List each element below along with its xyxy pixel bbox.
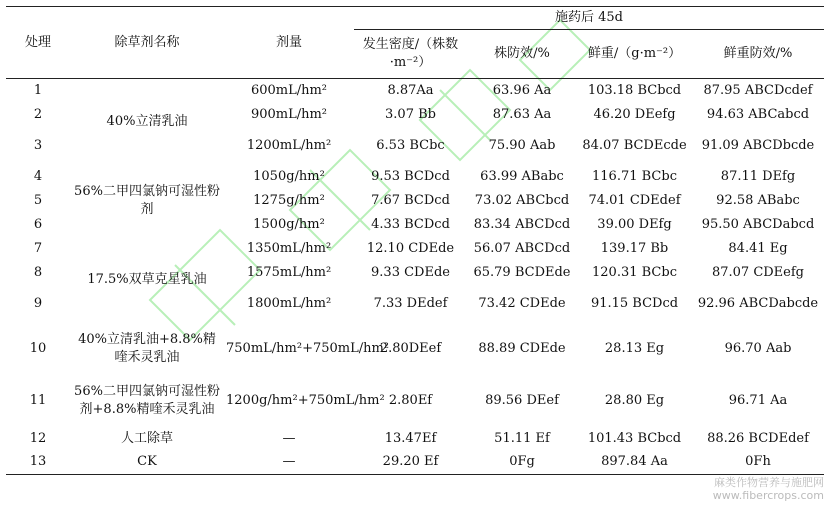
cell-treatment-id: 8 (33, 264, 43, 280)
cell-fresh-weight: 74.01 CDEdef (588, 192, 681, 208)
footer-watermark (713, 476, 824, 502)
cell-herbicide-name: 人工除草 (120, 430, 173, 446)
cell-fresh-weight: 28.80 Eg (604, 392, 665, 408)
cell-treatment-id: 9 (33, 295, 43, 311)
cell-dose: 1350mL/hm² (246, 240, 332, 256)
footer-watermark-line1: 麻类作物营养与施肥网 (714, 475, 824, 489)
table-row (6, 237, 824, 261)
header-dose: 剂量 (224, 7, 354, 79)
cell-treatment-id: 3 (33, 137, 43, 153)
cell-plant-control: 63.96 Aa (492, 82, 552, 98)
table-row (6, 79, 824, 103)
header-period: 施药后 45d (354, 7, 824, 30)
cell-dose: 1275g/hm² (253, 192, 325, 208)
cell-density: 4.33 BCDcd (371, 216, 450, 232)
cell-fresh-weight: 28.13 Eg (604, 340, 665, 356)
table-row (6, 165, 824, 189)
cell-weight-control: 95.50 ABCDabcd (701, 216, 815, 232)
cell-herbicide-name: 56%二甲四氯钠可湿性粉剂 (74, 183, 220, 217)
cell-dose: 1050g/hm² (253, 168, 325, 184)
cell-plant-control: 65.79 BCDEde (473, 264, 571, 280)
table-row (6, 427, 824, 451)
header-weight-control: 鲜重防效/% (692, 30, 824, 79)
table-body (6, 79, 824, 475)
cell-weight-control: 96.70 Aab (724, 340, 792, 356)
cell-herbicide-name: CK (70, 451, 224, 475)
cell-weight-control: 87.95 ABCDcdef (703, 82, 813, 98)
cell-herbicide-name: 40%立清乳油+8.8%精喹禾灵乳油 (78, 331, 216, 365)
cell-dose: 1800mL/hm² (246, 295, 332, 311)
cell-dose: — (282, 430, 296, 446)
cell-plant-control: 87.63 Aa (492, 106, 552, 122)
header-fresh-weight: 鲜重/（g·m⁻²） (577, 30, 692, 79)
cell-dose: 750mL/hm²+750mL/hm² (226, 340, 390, 356)
cell-treatment-id: 11 (29, 392, 47, 408)
cell-weight-control: 0Fh (692, 451, 824, 475)
cell-density: 9.53 BCDcd (371, 168, 450, 184)
cell-treatment-id: 6 (33, 216, 43, 232)
cell-herbicide-name: 40%立清乳油 (106, 113, 188, 129)
cell-weight-control: 96.71 Aa (728, 392, 788, 408)
table-row (6, 323, 824, 375)
cell-plant-control: 88.89 CDEde (478, 340, 566, 356)
cell-dose: 600mL/hm² (250, 82, 328, 98)
cell-density: 3.07 Bb (385, 106, 436, 122)
cell-treatment-id: 13 (6, 451, 70, 475)
cell-treatment-id: 10 (29, 340, 47, 356)
cell-weight-control: 87.07 CDEefg (711, 264, 805, 280)
cell-treatment-id: 4 (33, 168, 43, 184)
cell-dose: 1575mL/hm² (246, 264, 332, 280)
cell-dose: 1500g/hm² (253, 216, 325, 232)
cell-treatment-id: 12 (29, 430, 47, 446)
cell-plant-control: 0Fg (467, 451, 577, 475)
header-herbicide-name: 除草剂名称 (70, 7, 224, 79)
cell-fresh-weight: 39.00 DEfg (597, 216, 672, 232)
header-plant-control: 株防效/% (467, 30, 577, 79)
cell-dose: 1200g/hm²+750mL/hm² (226, 392, 385, 408)
cell-dose: 900mL/hm² (250, 106, 328, 122)
cell-plant-control: 89.56 DEef (485, 392, 559, 408)
cell-plant-control: 75.90 Aab (488, 137, 556, 153)
cell-fresh-weight: 139.17 Bb (600, 240, 669, 256)
cell-fresh-weight: 46.20 DEefg (593, 106, 676, 122)
header-density: 发生密度/（株数·m⁻²） (354, 30, 467, 79)
cell-weight-control: 94.63 ABCabcd (706, 106, 810, 122)
cell-density: 29.20 Ef (354, 451, 467, 475)
cell-fresh-weight: 116.71 BCbc (592, 168, 677, 184)
cell-weight-control: 92.58 ABabc (716, 192, 800, 208)
cell-weight-control: 91.09 ABCDbcde (701, 137, 815, 153)
cell-density: 7.33 DEdef (373, 295, 448, 311)
cell-fresh-weight: 103.18 BCbcd (587, 82, 682, 98)
cell-plant-control: 56.07 ABCDcd (473, 240, 571, 256)
cell-density: 12.10 CDEde (366, 240, 455, 256)
cell-fresh-weight: 84.07 BCDEcde (582, 137, 687, 153)
cell-plant-control: 73.42 CDEde (478, 295, 566, 311)
table-row (6, 451, 824, 475)
cell-weight-control: 88.26 BCDEdef (707, 430, 809, 446)
cell-treatment-id: 5 (33, 192, 43, 208)
cell-treatment-id: 1 (33, 82, 43, 98)
table-row (6, 375, 824, 427)
cell-fresh-weight: 897.84 Aa (577, 451, 692, 475)
cell-plant-control: 73.02 ABCbcd (474, 192, 570, 208)
cell-fresh-weight: 91.15 BCDcd (590, 295, 679, 311)
cell-density: 7.67 BCDcd (371, 192, 450, 208)
cell-density: 13.47Ef (384, 430, 437, 446)
footer-watermark-line2: www.fibercrops.com (712, 488, 824, 502)
cell-plant-control: 63.99 ABabc (480, 168, 564, 184)
cell-herbicide-name: 56%二甲四氯钠可湿性粉剂+8.8%精喹禾灵乳油 (74, 383, 220, 417)
cell-dose: 1200mL/hm² (246, 137, 332, 153)
cell-density: 2.80DEef (379, 340, 442, 356)
cell-plant-control: 51.11 Ef (494, 430, 550, 446)
cell-density: 9.33 CDEde (371, 264, 450, 280)
cell-plant-control: 83.34 ABCDcd (473, 216, 571, 232)
cell-weight-control: 92.96 ABCDabcde (697, 295, 819, 311)
herbicide-efficacy-table (6, 6, 824, 475)
cell-treatment-id: 2 (33, 106, 43, 122)
cell-weight-control: 87.11 DEfg (720, 168, 796, 184)
cell-fresh-weight: 101.43 BCbcd (587, 430, 682, 446)
cell-density: 8.87Aa (387, 82, 434, 98)
cell-dose: — (224, 451, 354, 475)
cell-density: 2.80Ef (388, 392, 433, 408)
cell-weight-control: 84.41 Eg (728, 240, 788, 256)
header-treatment: 处理 (6, 7, 70, 79)
cell-treatment-id: 7 (33, 240, 43, 256)
cell-density: 6.53 BCbc (376, 137, 445, 153)
cell-fresh-weight: 120.31 BCbc (592, 264, 677, 280)
cell-herbicide-name: 17.5%双草克星乳油 (87, 271, 207, 287)
